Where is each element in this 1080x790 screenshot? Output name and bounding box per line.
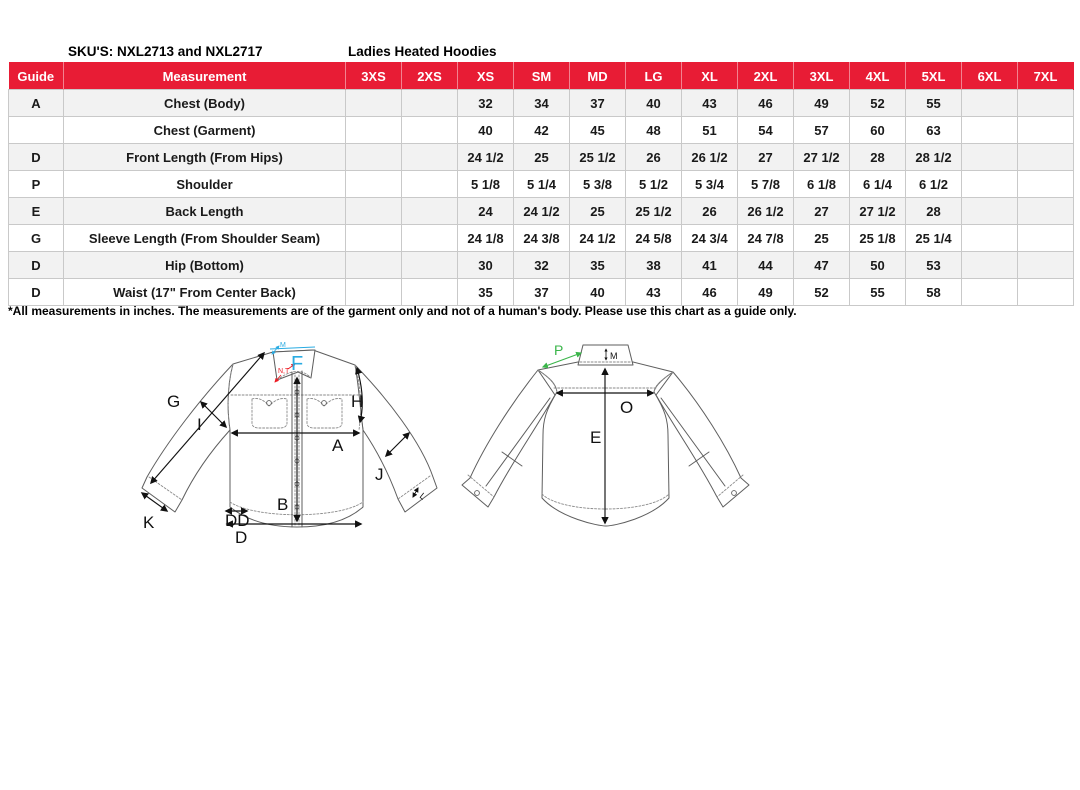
measurement-cell: Back Length (64, 198, 346, 225)
front-label-i: I (197, 415, 202, 434)
value-cell: 24 1/2 (514, 198, 570, 225)
column-header-md: MD (570, 63, 626, 90)
value-cell: 6 1/2 (906, 171, 962, 198)
value-cell: 43 (682, 90, 738, 117)
value-cell: 42 (514, 117, 570, 144)
value-cell: 51 (682, 117, 738, 144)
value-cell (346, 117, 402, 144)
value-cell (346, 225, 402, 252)
measurement-cell: Chest (Body) (64, 90, 346, 117)
value-cell (402, 144, 458, 171)
value-cell: 28 (850, 144, 906, 171)
column-header-4xl: 4XL (850, 63, 906, 90)
table-row (9, 171, 1074, 198)
measurement-cell: Chest (Garment) (64, 117, 346, 144)
footnote: *All measurements in inches. The measurements are of the garment only and not of a human's body. Please use this chart as a guide only. (8, 304, 797, 318)
value-cell: 58 (906, 279, 962, 306)
value-cell: 24 7/8 (738, 225, 794, 252)
value-cell: 37 (570, 90, 626, 117)
value-cell: 55 (850, 279, 906, 306)
value-cell: 25 (514, 144, 570, 171)
front-label-g: G (167, 392, 181, 411)
value-cell (962, 225, 1018, 252)
value-cell: 50 (850, 252, 906, 279)
value-cell: 49 (738, 279, 794, 306)
front-label-d: D (235, 528, 248, 547)
back-label-e: E (590, 428, 602, 447)
back-label-p: P (554, 342, 564, 358)
value-cell: 40 (570, 279, 626, 306)
front-label-f: F (291, 353, 304, 375)
column-header-lg: LG (626, 63, 682, 90)
column-header-sm: SM (514, 63, 570, 90)
column-header-5xl: 5XL (906, 63, 962, 90)
value-cell (1018, 90, 1074, 117)
front-label-l: L (417, 490, 428, 502)
value-cell: 25 (794, 225, 850, 252)
value-cell (346, 144, 402, 171)
value-cell: 60 (850, 117, 906, 144)
front-label-m: M (280, 342, 286, 349)
value-cell: 41 (682, 252, 738, 279)
front-label-h: H (351, 392, 364, 411)
value-cell: 26 1/2 (682, 144, 738, 171)
value-cell: 43 (626, 279, 682, 306)
value-cell: 38 (626, 252, 682, 279)
value-cell (1018, 117, 1074, 144)
value-cell: 34 (514, 90, 570, 117)
value-cell (402, 279, 458, 306)
table-body (9, 90, 1074, 306)
table-row (9, 144, 1074, 171)
value-cell (1018, 225, 1074, 252)
table-header (9, 63, 1074, 90)
guide-cell: D (9, 252, 64, 279)
measurement-cell: Waist (17" From Center Back) (64, 279, 346, 306)
column-header-xs: XS (458, 63, 514, 90)
value-cell: 24 3/8 (514, 225, 570, 252)
table-row (9, 252, 1074, 279)
front-label-k: K (143, 513, 155, 532)
column-header-6xl: 6XL (962, 63, 1018, 90)
value-cell: 52 (794, 279, 850, 306)
measurement-cell: Front Length (From Hips) (64, 144, 346, 171)
value-cell: 24 3/4 (682, 225, 738, 252)
value-cell: 54 (738, 117, 794, 144)
column-header-3xl: 3XL (794, 63, 850, 90)
value-cell: 35 (458, 279, 514, 306)
value-cell: 52 (850, 90, 906, 117)
value-cell (1018, 171, 1074, 198)
value-cell: 44 (738, 252, 794, 279)
value-cell: 55 (906, 90, 962, 117)
value-cell: 5 1/8 (458, 171, 514, 198)
value-cell: 24 1/8 (458, 225, 514, 252)
value-cell: 25 (570, 198, 626, 225)
guide-cell: E (9, 198, 64, 225)
column-header-guide: Guide (9, 63, 64, 90)
value-cell: 26 (682, 198, 738, 225)
measurement-cell: Sleeve Length (From Shoulder Seam) (64, 225, 346, 252)
guide-cell (9, 117, 64, 144)
column-header-xl: XL (682, 63, 738, 90)
size-chart-table (8, 62, 1074, 306)
value-cell: 46 (682, 279, 738, 306)
value-cell: 24 5/8 (626, 225, 682, 252)
guide-cell: D (9, 279, 64, 306)
table-row (9, 90, 1074, 117)
front-label-dd: DD (225, 511, 250, 530)
front-label-b: B (277, 495, 289, 514)
value-cell: 48 (626, 117, 682, 144)
value-cell (402, 252, 458, 279)
value-cell (402, 198, 458, 225)
product-title: Ladies Heated Hoodies (348, 44, 497, 59)
value-cell: 28 (906, 198, 962, 225)
column-header-2xl: 2XL (738, 63, 794, 90)
value-cell: 49 (794, 90, 850, 117)
value-cell (402, 117, 458, 144)
value-cell: 37 (514, 279, 570, 306)
front-label-j: J (375, 465, 384, 484)
value-cell: 30 (458, 252, 514, 279)
value-cell: 40 (626, 90, 682, 117)
value-cell: 6 1/4 (850, 171, 906, 198)
column-header-measurement: Measurement (64, 63, 346, 90)
value-cell: 5 3/8 (570, 171, 626, 198)
value-cell: 24 1/2 (570, 225, 626, 252)
back-label-o: O (620, 398, 634, 417)
guide-cell: D (9, 144, 64, 171)
value-cell (402, 225, 458, 252)
table-row (9, 198, 1074, 225)
value-cell: 53 (906, 252, 962, 279)
table-row (9, 225, 1074, 252)
header-row (9, 63, 1074, 90)
value-cell: 46 (738, 90, 794, 117)
value-cell: 5 1/2 (626, 171, 682, 198)
value-cell: 63 (906, 117, 962, 144)
back-label-m: M (610, 351, 618, 361)
value-cell: 25 1/8 (850, 225, 906, 252)
value-cell: 25 1/2 (626, 198, 682, 225)
value-cell (346, 279, 402, 306)
guide-cell: A (9, 90, 64, 117)
value-cell: 26 (626, 144, 682, 171)
value-cell (1018, 279, 1074, 306)
front-view-diagram (125, 337, 455, 567)
value-cell (1018, 198, 1074, 225)
value-cell: 25 1/4 (906, 225, 962, 252)
value-cell (346, 198, 402, 225)
column-header-7xl: 7XL (1018, 63, 1074, 90)
value-cell (962, 90, 1018, 117)
back-view-diagram (450, 340, 770, 540)
value-cell: 24 1/2 (458, 144, 514, 171)
value-cell: 27 (794, 198, 850, 225)
value-cell: 25 1/2 (570, 144, 626, 171)
measurement-cell: Shoulder (64, 171, 346, 198)
column-header-3xs: 3XS (346, 63, 402, 90)
table-row (9, 279, 1074, 306)
value-cell: 24 (458, 198, 514, 225)
measurement-cell: Hip (Bottom) (64, 252, 346, 279)
value-cell: 5 1/4 (514, 171, 570, 198)
value-cell (962, 198, 1018, 225)
value-cell: 32 (514, 252, 570, 279)
front-garment-drawing (142, 350, 437, 527)
value-cell (1018, 252, 1074, 279)
value-cell (402, 171, 458, 198)
sku-title: SKU'S: NXL2713 and NXL2717 (68, 44, 263, 59)
value-cell (962, 171, 1018, 198)
value-cell: 40 (458, 117, 514, 144)
value-cell: 27 1/2 (794, 144, 850, 171)
value-cell (402, 90, 458, 117)
value-cell (346, 90, 402, 117)
value-cell: 26 1/2 (738, 198, 794, 225)
value-cell (962, 117, 1018, 144)
guide-cell: P (9, 171, 64, 198)
front-label-nt: N,T (278, 368, 290, 375)
value-cell: 27 (738, 144, 794, 171)
value-cell: 32 (458, 90, 514, 117)
value-cell (346, 252, 402, 279)
value-cell: 47 (794, 252, 850, 279)
value-cell: 27 1/2 (850, 198, 906, 225)
guide-cell: G (9, 225, 64, 252)
value-cell: 57 (794, 117, 850, 144)
value-cell (962, 144, 1018, 171)
value-cell (1018, 144, 1074, 171)
value-cell (962, 279, 1018, 306)
value-cell (346, 171, 402, 198)
value-cell: 5 3/4 (682, 171, 738, 198)
table-row (9, 117, 1074, 144)
column-header-2xs: 2XS (402, 63, 458, 90)
value-cell: 45 (570, 117, 626, 144)
front-label-a: A (332, 436, 344, 455)
value-cell: 6 1/8 (794, 171, 850, 198)
value-cell (962, 252, 1018, 279)
value-cell: 5 7/8 (738, 171, 794, 198)
value-cell: 35 (570, 252, 626, 279)
value-cell: 28 1/2 (906, 144, 962, 171)
